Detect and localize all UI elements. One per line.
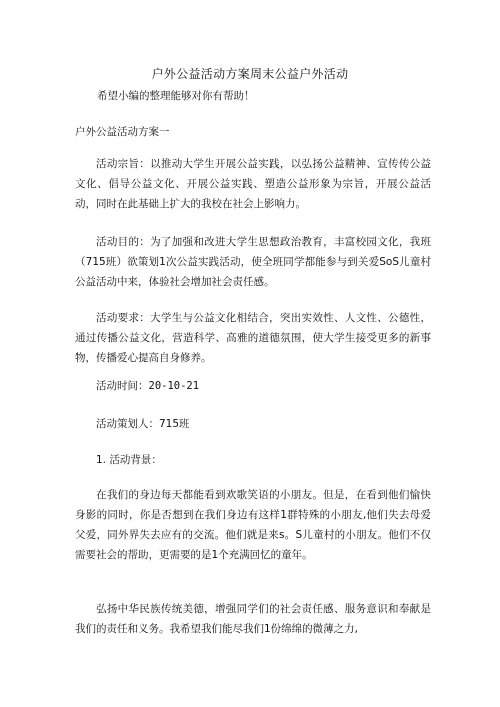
intro-text: 希望小编的整理能够对你有帮助！	[97, 90, 255, 102]
activity-time	[96, 379, 199, 393]
activity-planner	[96, 417, 190, 431]
background-paragraph-2: 弘扬中华民族传统美德，增强同学们的社会责任感、服务意识和奉献是我们的责任和义务。我希望我们能尽我们1份绵绵的微薄之力,	[75, 603, 431, 635]
activity-time-label: 活动时间：	[96, 380, 149, 392]
document-title: 户外公益活动方案周末公益户外活动	[151, 67, 349, 81]
activity-planner-label: 活动策划人：	[96, 418, 159, 430]
purpose-paragraph: 活动宗旨：以推动大学生开展公益实践，以弘扬公益精神、宣传传公益文化、倡导公益文化、开展公益实践、塑造公益形象为宗旨，开展公益活动，同时在此基础上扩大的我校在社会上影响力。	[75, 158, 431, 210]
activity-planner-value: 715班	[159, 418, 190, 430]
activity-time-value: 20-10-21	[148, 380, 200, 392]
goal-paragraph: 活动目的：为了加强和改进大学生思想政治教育，丰富校园文化，我班（715班）欲策划1次公益实践活动，使全班同学都能参与到关爱SoS儿童村公益活动中来，体验社会增加社会责任感。	[75, 236, 431, 288]
background-heading: 1. 活动背景：	[96, 454, 162, 466]
section-heading: 户外公益活动方案一	[75, 126, 170, 138]
background-paragraph-1: 在我们的身边每天都能看到欢歌笑语的小朋友。但是，在看到他们愉快身影的同时，你是否想到在我们身边有这样1群特殊的小朋友,他们失去母爱父爱，同外界失去应有的交流。他们就是来s。S儿童村的小朋友。他们不仅需要社会的帮助，更需要的是1个充满回忆的童年。	[75, 489, 431, 561]
requirements-paragraph: 活动要求：大学生与公益文化相结合，突出实效性、人文性、公德性，通过传播公益文化，营造科学、高雅的道德氛围，使大学生接受更多的新事物，传播爱心提高自身修养。	[75, 312, 431, 364]
